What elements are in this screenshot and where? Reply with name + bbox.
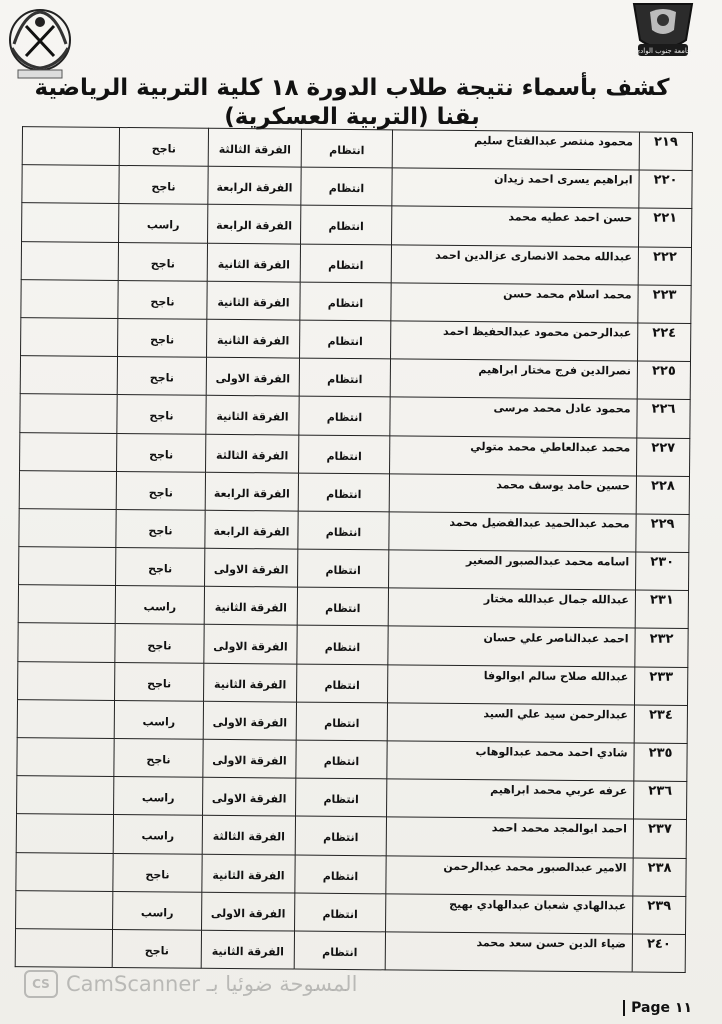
student-name-text: عبدالله جمال عبدالله مختار: [483, 592, 629, 607]
empty-cell: [19, 509, 116, 548]
result-cell: [118, 280, 207, 319]
study-mode-cell: [298, 473, 389, 512]
result-text: راسب: [146, 218, 180, 232]
student-name-text: ضياء الدين حسن سعد محمد: [476, 936, 626, 951]
study-mode-cell: [300, 320, 391, 359]
grade-text: الفرقة الثانية: [214, 677, 287, 692]
study-mode-text: انتظام: [327, 296, 364, 310]
serial-number-cell: [638, 208, 691, 247]
table-row: [16, 814, 686, 858]
student-name-cell: [390, 397, 637, 437]
grade-cell: [201, 930, 294, 969]
grade-cell: [208, 205, 301, 244]
empty-cell: [18, 585, 115, 624]
grade-text: الفرقة الرابعة: [216, 181, 293, 195]
result-cell: [119, 127, 208, 166]
result-text: ناجح: [148, 562, 173, 576]
student-name-cell: [386, 894, 633, 934]
student-name-text: محمد عبدالحميد عبدالفضيل محمد: [449, 515, 630, 531]
study-mode-text: انتظام: [327, 334, 363, 349]
serial-number-text: ٢٣٣: [649, 669, 674, 685]
student-name-cell: [387, 703, 634, 743]
grade-cell: [202, 816, 295, 855]
serial-number-cell: [638, 247, 691, 286]
result-cell: [117, 395, 206, 434]
table-row: [17, 699, 687, 743]
student-name-text: احمد ابوالمجد محمد احمد: [491, 821, 627, 836]
result-cell: [114, 738, 203, 777]
empty-cell: [15, 929, 112, 968]
empty-cell: [22, 203, 119, 242]
table-row: [19, 547, 689, 591]
student-name-text: الامير عبدالصبور محمد عبدالرحمن: [443, 859, 627, 875]
result-text: ناجح: [151, 180, 176, 194]
student-name-cell: [390, 435, 637, 475]
student-name-text: عبدالله محمد الانصارى عزالدين احمد: [435, 248, 632, 264]
empty-cell: [17, 699, 114, 738]
result-cell: [114, 700, 203, 739]
student-name-text: عرفه عربي محمد ابراهيم: [490, 783, 628, 798]
grade-text: الفرقة الثالثة: [218, 142, 291, 157]
serial-number-cell: [633, 781, 686, 820]
study-mode-text: انتظام: [326, 487, 362, 501]
result-text: راسب: [141, 829, 175, 843]
study-mode-text: انتظام: [328, 220, 364, 234]
serial-number-cell: [636, 476, 689, 515]
grade-cell: [205, 510, 298, 549]
table-row: [17, 738, 687, 782]
serial-number-text: ٢٢٠: [653, 172, 678, 189]
serial-number-text: ٢٢٧: [651, 440, 676, 456]
empty-cell: [17, 738, 114, 777]
university-name: جامعة جنوب الوادي: [634, 47, 692, 55]
result-text: راسب: [140, 906, 174, 920]
grade-text: الفرقة الاولى: [212, 753, 287, 768]
serial-number-text: ٢٢٦: [651, 402, 676, 418]
watermark-text: CamScanner المسوحة ضوئيا بـ: [66, 972, 358, 996]
result-text: ناجح: [150, 256, 175, 271]
serial-number-cell: [639, 132, 692, 171]
results-table: [15, 126, 693, 973]
page-number: [623, 1000, 692, 1016]
table-row: [19, 509, 689, 553]
result-cell: [112, 929, 201, 968]
grade-text: الفرقة الثالثة: [216, 448, 289, 463]
table-row: [22, 127, 692, 171]
empty-cell: [22, 165, 119, 204]
study-mode-cell: [296, 702, 387, 741]
serial-number-text: ٢٤٠: [646, 936, 671, 952]
grade-cell: [203, 739, 296, 778]
student-name-cell: [390, 359, 637, 399]
student-name-cell: [391, 321, 638, 361]
table-row: [19, 470, 689, 514]
grade-text: الفرقة الثالثة: [212, 830, 285, 844]
result-cell: [113, 815, 202, 854]
grade-text: الفرقة الاولى: [212, 715, 288, 730]
study-mode-cell: [298, 511, 389, 550]
study-mode-cell: [299, 358, 390, 397]
study-mode-cell: [296, 740, 387, 779]
serial-number-cell: [635, 590, 688, 629]
result-cell: [116, 509, 205, 548]
result-text: ناجح: [149, 371, 174, 385]
student-name-cell: [388, 664, 635, 704]
result-cell: [119, 204, 208, 243]
study-mode-text: انتظام: [324, 678, 360, 692]
serial-number-text: ٢٢٥: [651, 363, 676, 380]
result-text: ناجح: [151, 142, 176, 156]
serial-number-cell: [633, 858, 686, 897]
study-mode-text: انتظام: [322, 869, 359, 883]
grade-cell: [204, 663, 297, 702]
student-name-text: اسامه محمد عبدالصبور الصغير: [465, 554, 630, 569]
empty-cell: [21, 279, 118, 318]
table-row: [21, 318, 691, 362]
study-mode-cell: [298, 549, 389, 588]
result-text: ناجح: [144, 944, 169, 958]
student-name-cell: [389, 474, 636, 514]
result-text: ناجح: [146, 753, 171, 767]
serial-number-text: ٢٢٤: [652, 325, 677, 341]
result-cell: [119, 166, 208, 205]
study-mode-cell: [299, 435, 390, 474]
table-row: [21, 279, 691, 323]
study-mode-cell: [295, 855, 386, 894]
result-text: ناجح: [147, 676, 172, 691]
serial-number-text: ٢٣٧: [647, 822, 672, 838]
result-text: راسب: [143, 600, 177, 614]
student-name-cell: [391, 244, 638, 284]
study-mode-text: انتظام: [325, 525, 362, 540]
result-text: راسب: [142, 715, 176, 729]
grade-text: الفرقة الرابعة: [213, 524, 290, 539]
table-row: [20, 356, 690, 400]
grade-text: الفرقة الثانية: [214, 601, 287, 615]
grade-text: الفرقة الرابعة: [213, 486, 290, 501]
empty-cell: [17, 776, 114, 815]
grade-text: الفرقة الرابعة: [216, 219, 293, 233]
serial-number-text: ٢٢٨: [650, 478, 675, 494]
serial-number-text: ٢١٩: [653, 134, 678, 150]
empty-cell: [20, 356, 117, 395]
table-row: [16, 890, 686, 934]
grade-cell: [204, 587, 297, 626]
serial-number-text: ٢٣٠: [650, 554, 675, 571]
grade-cell: [208, 128, 301, 167]
serial-number-cell: [633, 819, 686, 858]
serial-number-cell: [632, 934, 685, 973]
table-row: [17, 776, 687, 820]
serial-number-cell: [637, 323, 690, 362]
grade-cell: [203, 777, 296, 816]
student-name-cell: [388, 626, 635, 666]
grade-cell: [204, 625, 297, 664]
student-name-text: شادي احمد محمد عبدالوهاب: [475, 745, 628, 760]
study-mode-text: انتظام: [326, 449, 362, 463]
study-mode-cell: [297, 664, 388, 703]
student-name-text: عبدالرحمن سيد علي السيد: [483, 707, 628, 722]
result-cell: [116, 548, 205, 587]
student-name-cell: [392, 206, 639, 246]
serial-number-cell: [637, 399, 690, 438]
result-text: ناجح: [150, 295, 175, 309]
grade-text: الفرقة الاولى: [211, 792, 287, 806]
serial-number-text: ٢٢١: [653, 211, 678, 227]
grade-text: الفرقة الثانية: [217, 257, 290, 272]
grade-cell: [207, 281, 300, 320]
student-name-text: محمد اسلام محمد حسن: [503, 287, 632, 302]
table-row: [18, 623, 688, 667]
grade-cell: [205, 548, 298, 587]
results-table-body: [15, 127, 692, 973]
table-row: [20, 432, 690, 476]
grade-cell: [208, 166, 301, 205]
serial-number-text: ٢٣٩: [647, 898, 672, 914]
empty-cell: [20, 432, 117, 471]
student-name-cell: [388, 588, 635, 628]
table-row: [22, 203, 692, 247]
grade-cell: [203, 701, 296, 740]
table-row: [20, 394, 690, 438]
result-cell: [118, 318, 207, 357]
grade-cell: [207, 243, 300, 282]
serial-number-cell: [638, 285, 691, 324]
grade-cell: [206, 357, 299, 396]
grade-cell: [205, 472, 298, 511]
grade-cell: [202, 892, 295, 931]
serial-number-cell: [639, 170, 692, 209]
grade-cell: [207, 319, 300, 358]
student-name-text: ابراهيم يسرى احمد زيدان: [494, 172, 633, 187]
result-text: ناجح: [149, 447, 174, 462]
empty-cell: [19, 547, 116, 586]
result-text: ناجح: [147, 638, 172, 653]
grade-text: الفرقة الاولى: [215, 372, 291, 386]
student-name-text: عبدالله صلاح سالم ابوالوفا: [483, 668, 629, 684]
study-mode-cell: [301, 167, 392, 206]
serial-number-text: ٢٣٤: [648, 707, 673, 723]
page-label: Page: [631, 1000, 671, 1016]
study-mode-cell: [297, 587, 388, 626]
study-mode-cell: [295, 816, 386, 855]
serial-number-cell: [637, 361, 690, 400]
serial-number-text: ٢٢٣: [652, 287, 677, 303]
serial-number-text: ٢٣٦: [648, 783, 673, 800]
study-mode-text: انتظام: [323, 831, 359, 845]
serial-number-cell: [636, 438, 689, 477]
result-cell: [113, 853, 202, 892]
student-name-cell: [391, 283, 638, 323]
serial-number-text: ٢٣٨: [647, 860, 672, 876]
study-mode-text: انتظام: [322, 945, 358, 960]
serial-number-cell: [635, 552, 688, 591]
study-mode-text: انتظام: [327, 373, 363, 387]
serial-number-text: ٢٣١: [649, 592, 674, 609]
student-name-text: حسن احمد عطيه محمد: [508, 210, 633, 225]
grade-cell: [202, 854, 295, 893]
study-mode-text: انتظام: [324, 640, 361, 654]
study-mode-cell: [295, 893, 386, 932]
serial-number-text: ٢٢٩: [650, 516, 675, 532]
serial-number-cell: [635, 628, 688, 667]
student-name-cell: [386, 817, 633, 857]
grade-text: الفرقة الاولى: [213, 639, 288, 654]
study-mode-text: انتظام: [326, 411, 363, 425]
study-mode-cell: [300, 282, 391, 321]
student-name-text: محمد عبدالعاطي محمد متولي: [470, 439, 631, 455]
page-number-value: ١١: [674, 1000, 692, 1016]
result-text: ناجح: [150, 333, 175, 347]
serial-number-text: ٢٣٢: [649, 631, 674, 647]
study-mode-text: انتظام: [323, 754, 360, 769]
result-cell: [115, 662, 204, 701]
result-cell: [115, 624, 204, 663]
study-mode-cell: [301, 205, 392, 244]
grade-cell: [206, 434, 299, 473]
result-cell: [118, 242, 207, 281]
study-mode-text: انتظام: [325, 602, 361, 616]
university-emblem-logo: [624, 0, 702, 60]
result-text: ناجح: [148, 524, 173, 538]
study-mode-text: انتظام: [325, 563, 361, 578]
serial-number-cell: [636, 514, 689, 553]
empty-cell: [18, 661, 115, 700]
study-mode-cell: [297, 626, 388, 665]
grade-text: الفرقة الاولى: [210, 906, 286, 921]
table-row: [15, 929, 685, 973]
student-name-cell: [387, 779, 634, 819]
empty-cell: [18, 623, 115, 662]
camscanner-icon: CS: [24, 970, 58, 998]
table-row: [22, 165, 692, 209]
result-text: ناجح: [148, 486, 173, 500]
serial-number-cell: [632, 896, 685, 935]
student-name-text: محمود عادل محمد مرسى: [493, 401, 631, 416]
table-row: [21, 241, 691, 285]
study-mode-text: انتظام: [323, 793, 359, 807]
study-mode-text: انتظام: [322, 907, 358, 921]
student-name-text: نصرالدين فرج مختار ابراهيم: [478, 363, 631, 378]
serial-number-text: ٢٣٥: [648, 745, 673, 761]
study-mode-text: انتظام: [328, 258, 364, 272]
student-name-cell: [392, 130, 639, 170]
student-name-cell: [385, 932, 632, 972]
student-name-cell: [389, 512, 636, 552]
table-row: [18, 585, 688, 629]
result-cell: [117, 357, 206, 396]
student-name-text: محمود منتصر عبدالفتاح سليم: [474, 134, 633, 149]
empty-cell: [21, 318, 118, 357]
empty-cell: [16, 890, 113, 929]
empty-cell: [20, 394, 117, 433]
result-text: ناجح: [145, 867, 170, 882]
result-cell: [113, 891, 202, 930]
military-emblem-logo: [4, 4, 76, 82]
student-name-cell: [389, 550, 636, 590]
empty-cell: [16, 852, 113, 891]
grade-text: الفرقة الثانية: [217, 295, 290, 310]
result-text: ناجح: [149, 409, 174, 423]
study-mode-cell: [299, 396, 390, 435]
grade-text: الفرقة الثانية: [212, 868, 285, 883]
title-text: كشف بأسماء نتيجة طلاب الدورة ١٨ كلية التربية الرياضية بقنا (التربية العسكرية): [34, 75, 670, 130]
student-name-text: عبدالرحمن محمود عبدالحفيظ احمد: [442, 324, 632, 340]
study-mode-text: انتظام: [329, 143, 365, 158]
empty-cell: [19, 470, 116, 509]
empty-cell: [22, 127, 119, 166]
grade-text: الفرقة الثانية: [216, 410, 289, 424]
student-name-text: حسين حامد يوسف محمد: [496, 478, 630, 493]
student-name-cell: [386, 855, 633, 895]
result-text: راسب: [141, 791, 175, 805]
camscanner-watermark: [24, 970, 357, 998]
student-name-cell: [387, 741, 634, 781]
study-mode-cell: [294, 931, 385, 970]
table-row: [18, 661, 688, 705]
page-title: [18, 74, 686, 132]
study-mode-cell: [301, 129, 392, 168]
study-mode-text: انتظام: [328, 182, 365, 196]
serial-number-cell: [634, 667, 687, 706]
empty-cell: [21, 241, 118, 280]
result-cell: [114, 777, 203, 816]
grade-cell: [206, 396, 299, 435]
serial-number-cell: [634, 705, 687, 744]
table-row: [16, 852, 686, 896]
result-cell: [117, 433, 206, 472]
student-name-cell: [392, 168, 639, 208]
result-cell: [115, 586, 204, 625]
serial-number-text: ٢٢٢: [652, 249, 677, 265]
grade-text: الفرقة الاولى: [213, 562, 289, 577]
grade-text: الفرقة الثانية: [211, 944, 284, 959]
student-name-text: احمد عبدالناصر علي حسان: [483, 630, 629, 645]
grade-text: الفرقة الثانية: [217, 333, 290, 348]
student-name-text: عبدالهادي شعبان عبدالهادي بهيج: [449, 897, 627, 913]
empty-cell: [16, 814, 113, 853]
study-mode-text: انتظام: [324, 716, 360, 731]
study-mode-cell: [300, 244, 391, 283]
serial-number-cell: [634, 743, 687, 782]
study-mode-cell: [296, 778, 387, 817]
result-cell: [116, 471, 205, 510]
